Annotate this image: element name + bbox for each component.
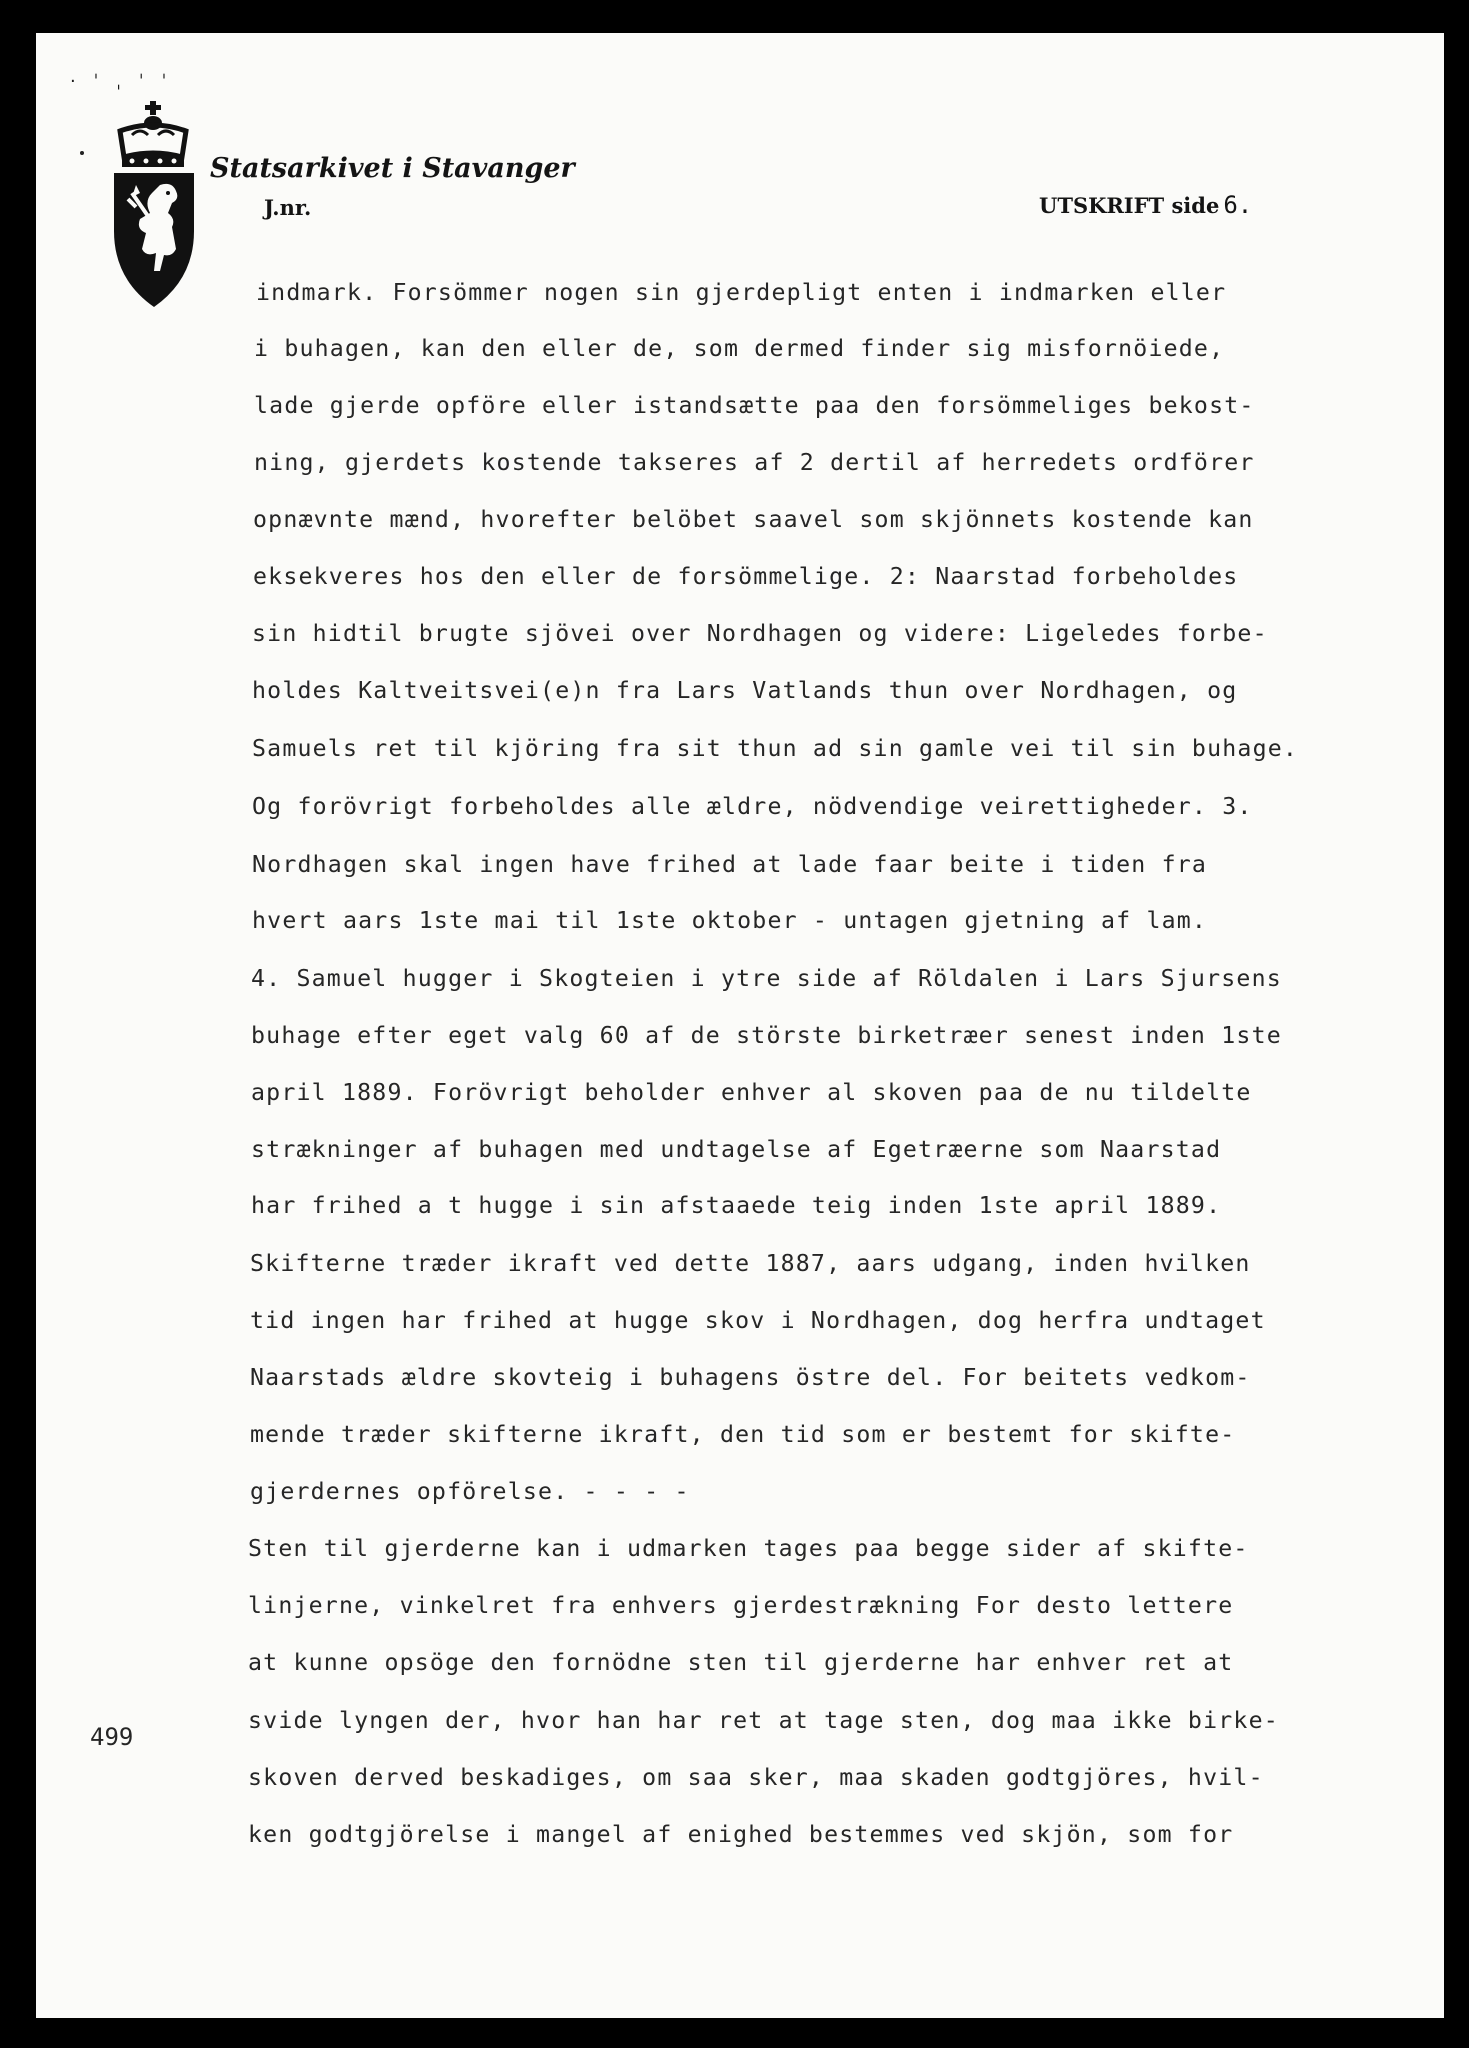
margin-note: 499 — [90, 1723, 134, 1751]
text-line: holdes Kaltveitsvei(e)n fra Lars Vatlands thun over Nordhagen, og — [252, 677, 1238, 704]
text-line: eksekveres hos den eller de forsömmelige. 2: Naarstad forbeholdes — [253, 563, 1239, 590]
text-line: har frihed a t hugge i sin afstaaede teig inden 1ste april 1889. — [251, 1192, 1222, 1219]
text-line: ken godtgjörelse i mangel af enighed bestemmes ved skjön, som for — [248, 1821, 1234, 1848]
text-line: ning, gjerdets kostende takseres af 2 dertil af herredets ordförer — [254, 449, 1255, 476]
text-line: sin hidtil brugte sjövei over Nordhagen og videre: Ligeledes forbe- — [252, 620, 1268, 647]
page-number: 6. — [1223, 191, 1253, 219]
scan-specks: · ˈ ˌ ˈ ˈ — [70, 71, 173, 92]
text-line: hvert aars 1ste mai til 1ste oktober - untagen gjetning af lam. — [252, 907, 1208, 934]
archive-name: Statsarkivet i Stavanger — [210, 153, 575, 184]
text-line: lade gjerde opföre eller istandsætte paa den forsömmeliges bekost- — [254, 392, 1255, 419]
document-page — [36, 33, 1444, 2018]
text-line: Og forövrigt forbeholdes alle ældre, nödvendige veirettigheder. 3. — [252, 793, 1253, 820]
text-line: indmark. Forsömmer nogen sin gjerdepligt enten i indmarken eller — [256, 279, 1227, 306]
text-line: at kunne opsöge den fornödne sten til gjerderne har enhver ret at — [248, 1649, 1234, 1676]
text-line: april 1889. Forövrigt beholder enhver al skoven paa de nu tildelte — [251, 1079, 1252, 1106]
text-line: skoven derved beskadiges, om saa sker, maa skaden godtgjöres, hvil- — [248, 1764, 1264, 1791]
text-line: strækninger af buhagen med undtagelse af Egetræerne som Naarstad — [251, 1136, 1222, 1163]
transcript-body — [36, 33, 1444, 2018]
text-line: opnævnte mænd, hvorefter belöbet saavel som skjönnets kostende kan — [253, 506, 1254, 533]
text-line: Naarstads ældre skovteig i buhagens östre del. For beitets vedkom- — [250, 1364, 1251, 1391]
text-line: tid ingen har frihed at hugge skov i Nordhagen, dog herfra undtaget — [250, 1307, 1266, 1334]
text-line: Samuels ret til kjöring fra sit thun ad sin gamle vei til sin buhage. — [252, 735, 1299, 762]
transcript-label: UTSKRIFT side — [1039, 193, 1220, 218]
text-line: Nordhagen skal ingen have frihed at lade faar beite i tiden fra — [252, 851, 1208, 878]
text-line: Sten til gjerderne kan i udmarken tages paa begge sider af skifte- — [248, 1535, 1249, 1562]
text-line: 4. Samuel hugger i Skogteien i ytre side af Röldalen i Lars Sjursens — [251, 965, 1282, 992]
text-line: Skifterne træder ikraft ved dette 1887, aars udgang, inden hvilken — [250, 1250, 1251, 1277]
text-line: buhage efter eget valg 60 af de störste birketræer senest inden 1ste — [251, 1022, 1282, 1049]
text-line: mende træder skifterne ikraft, den tid som er bestemt for skifte- — [250, 1421, 1236, 1448]
journal-number-label: J.nr. — [264, 195, 312, 220]
text-line: svide lyngen der, hvor han har ret at tage sten, dog maa ikke birke- — [248, 1707, 1279, 1734]
text-line: i buhagen, kan den eller de, som dermed finder sig misfornöiede, — [254, 335, 1225, 362]
text-line: gjerdernes opförelse. - - - - — [250, 1478, 690, 1505]
text-line: linjerne, vinkelret fra enhvers gjerdestrækning For desto lettere — [248, 1592, 1234, 1619]
